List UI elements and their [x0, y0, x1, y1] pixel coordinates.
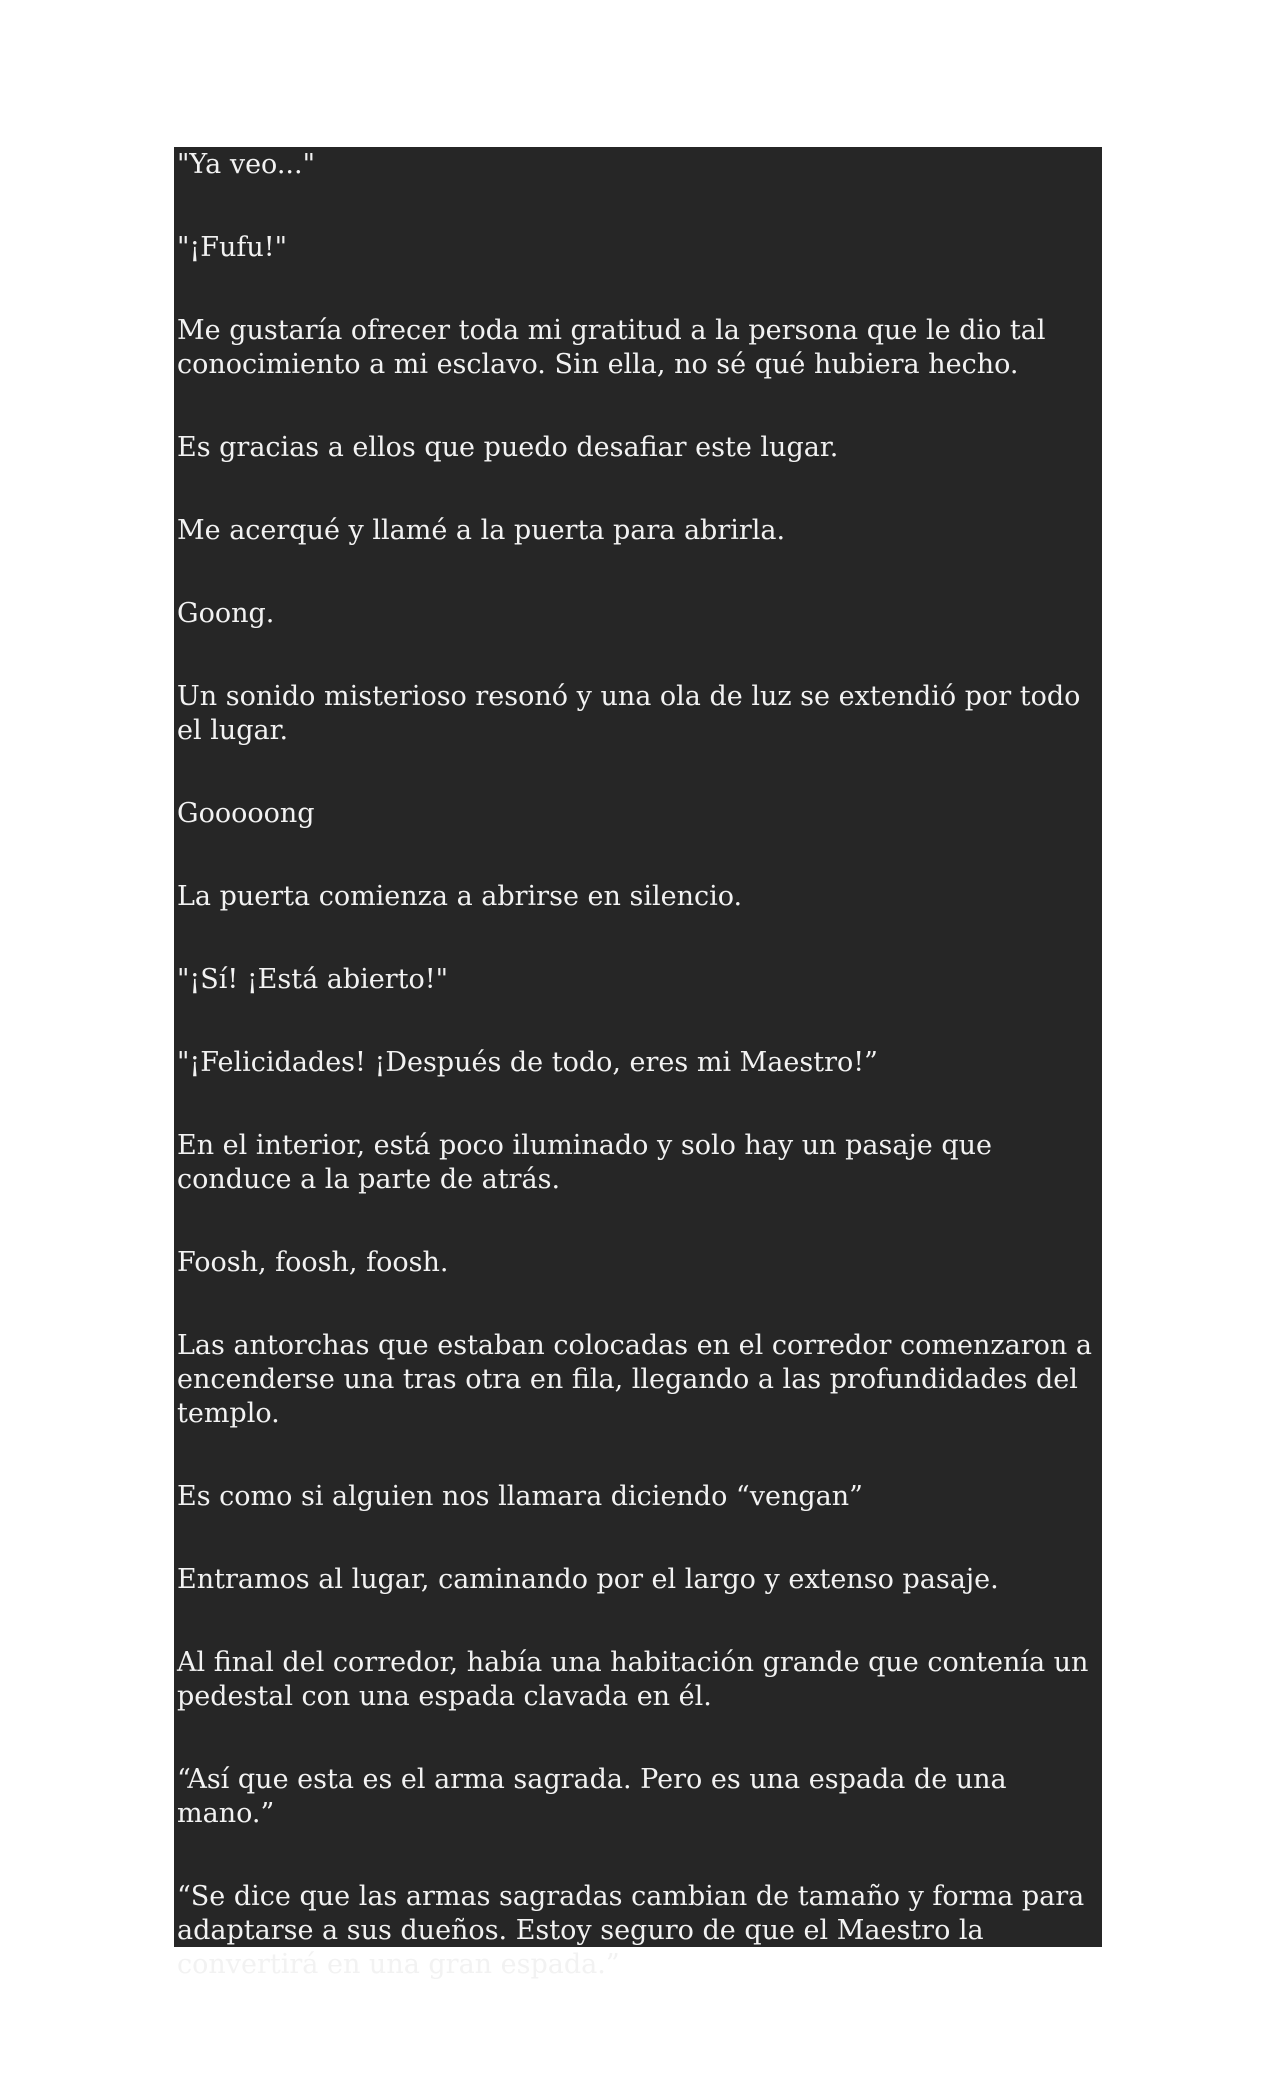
paragraph: Me acerqué y llamé a la puerta para abrirla. [177, 515, 786, 546]
paragraph: Goong. [177, 598, 275, 629]
paragraph: Al final del corredor, había una habitación grande que contenía un pedestal con una espada clavada en él. [177, 1647, 1089, 1712]
paragraph: La puerta comienza a abrirse en silencio. [177, 881, 743, 912]
paragraph: Un sonido misterioso resonó y una ola de luz se extendió por todo el lugar. [177, 681, 1081, 746]
paragraph: "¡Sí! ¡Está abierto!" [177, 964, 449, 995]
paragraph: Me gustaría ofrecer toda mi gratitud a la persona que le dio tal conocimiento a mi esclavo. Sin ella, no sé qué hubiera hecho. [177, 315, 1046, 380]
paragraph: "Ya veo..." [177, 149, 316, 180]
paragraph: Las antorchas que estaban colocadas en el corredor comenzaron a encenderse una tras otra en fila, llegando a las profundidades del templo. [177, 1330, 1092, 1429]
paragraph: “Se dice que las armas sagradas cambian de tamaño y forma para adaptarse a sus dueños. Estoy seguro de que el Maestro la convertirá en una gran espada.” [177, 1881, 1085, 1980]
text-panel [174, 147, 1102, 1980]
paragraph: Foosh, foosh, foosh. [177, 1247, 449, 1278]
paragraph: Entramos al lugar, caminando por el largo y extenso pasaje. [177, 1564, 999, 1595]
paragraph: Es como si alguien nos llamara diciendo “vengan” [177, 1481, 863, 1512]
paragraph: Gooooong [177, 798, 315, 829]
paragraph: Es gracias a ellos que puedo desafiar este lugar. [177, 432, 839, 463]
paragraph: "¡Fufu!" [177, 232, 288, 263]
paragraph: “Así que esta es el arma sagrada. Pero es una espada de una mano.” [177, 1764, 1007, 1829]
paragraph: En el interior, está poco iluminado y solo hay un pasaje que conduce a la parte de atrás. [177, 1130, 993, 1195]
paragraph: "¡Felicidades! ¡Después de todo, eres mi Maestro!” [177, 1047, 878, 1078]
